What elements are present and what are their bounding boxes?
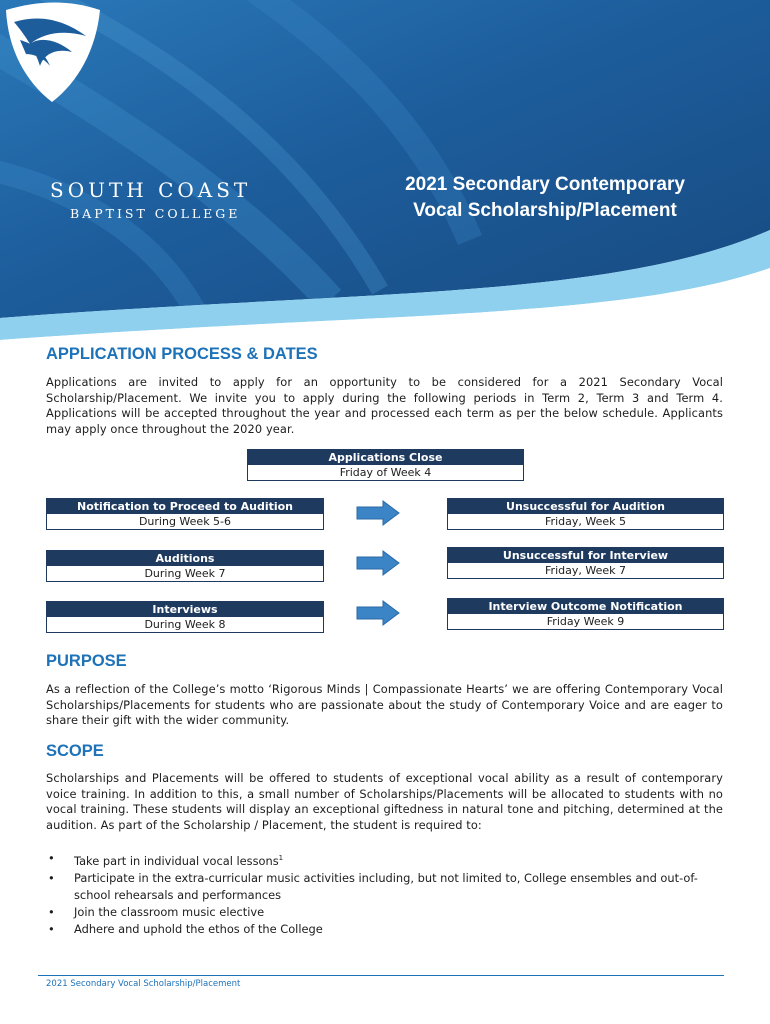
bullet-icon: • — [48, 851, 55, 865]
auditions-box — [46, 550, 324, 582]
box-title: Interviews — [47, 602, 323, 617]
footer-text: 2021 Secondary Vocal Scholarship/Placement — [46, 979, 241, 989]
box-value: Friday, Week 5 — [545, 515, 626, 528]
bullet-icon: • — [48, 870, 55, 885]
box-title: Interview Outcome Notification — [448, 599, 723, 614]
document-title — [380, 172, 710, 224]
list-item — [46, 904, 723, 921]
document-title-line1: 2021 Secondary Contemporary — [405, 174, 685, 195]
list-item-text: Participate in the extra-curricular music activities including, but not limited to, College ensembles and out-of-school rehearsals and performances — [74, 870, 698, 902]
list-item — [46, 921, 723, 938]
purpose-heading: PURPOSE — [46, 652, 127, 670]
shield-wave-logo-icon — [0, 0, 104, 104]
box-title: Auditions — [47, 551, 323, 566]
arrow-right-icon — [356, 550, 400, 576]
box-title: Unsuccessful for Audition — [448, 499, 723, 514]
box-title: Notification to Proceed to Audition — [47, 499, 323, 514]
list-item-text: Join the classroom music elective — [74, 904, 265, 919]
box-value: During Week 8 — [144, 618, 226, 631]
box-title: Applications Close — [248, 450, 523, 465]
bullet-icon: • — [48, 904, 55, 919]
box-value: During Week 5-6 — [138, 515, 232, 528]
unsuccessful-interview-box — [447, 547, 724, 579]
scope-requirements-list — [46, 850, 723, 938]
scope-heading: SCOPE — [46, 742, 104, 760]
document-title-line2: Vocal Scholarship/Placement — [413, 200, 677, 221]
arrow-right-icon — [356, 500, 400, 526]
applications-close-box — [247, 449, 524, 481]
application-heading: APPLICATION PROCESS & DATES — [46, 345, 318, 363]
arrow-right-icon — [356, 600, 400, 626]
college-name: SOUTH COAST — [50, 178, 252, 202]
application-intro: Applications are invited to apply for an opportunity to be considered for a 2021 Secondary Vocal Scholarship/Placement. We invite you to apply during the following periods in Term 2, Term 3 and Term 4. Applications will be accepted throughout the year and processed each term as per the below schedule. Applicants may apply once throughout the 2020 year. — [46, 375, 723, 436]
box-title: Unsuccessful for Interview — [448, 548, 723, 563]
box-value: Friday, Week 7 — [545, 564, 626, 577]
purpose-text: As a reflection of the College’s motto ‘Rigorous Minds | Compassionate Hearts’ we are offering Contemporary Vocal Scholarships/Placements for students who are passionate about the study of Contemporary Voice and are eager to share their gift with the wider community. — [46, 682, 723, 727]
interview-outcome-box — [447, 598, 724, 630]
list-item-text: Take part in individual vocal lessons — [74, 853, 279, 868]
interviews-box — [46, 601, 324, 633]
unsuccessful-audition-box — [447, 498, 724, 530]
list-item-text: Adhere and uphold the ethos of the College — [74, 921, 323, 936]
list-item — [46, 870, 723, 904]
bullet-icon: • — [48, 921, 55, 936]
box-value: Friday Week 9 — [546, 615, 625, 628]
footer-divider — [38, 975, 724, 976]
list-item — [46, 850, 723, 870]
box-value: Friday of Week 4 — [339, 466, 432, 479]
header-banner — [0, 0, 770, 340]
header-background — [0, 0, 770, 340]
box-value: During Week 7 — [144, 567, 226, 580]
college-subtitle: BAPTIST COLLEGE — [70, 206, 241, 221]
notification-box — [46, 498, 324, 530]
scope-text: Scholarships and Placements will be offered to students of exceptional vocal ability as a result of contemporary voice training. In addition to this, a small number of Scholarships/Placements will be allocated to students with no vocal training. These students will display an exceptional giftedness in natural tone and pitching, determined at the audition. As part of the Scholarship / Placement, the student is required to: — [46, 771, 723, 832]
footnote-mark: 1 — [278, 854, 284, 862]
